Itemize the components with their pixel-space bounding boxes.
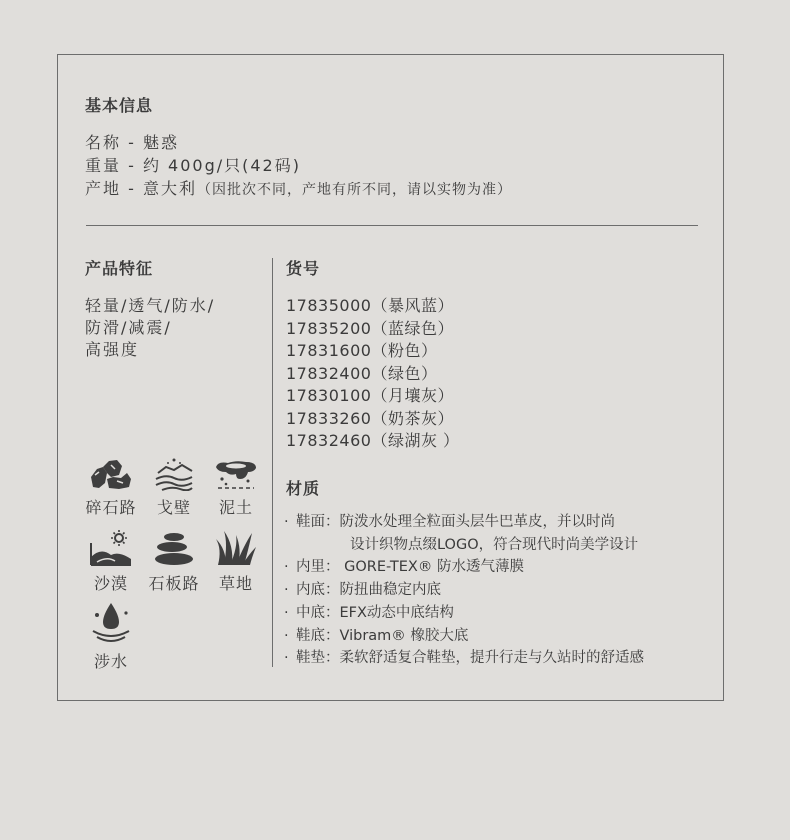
material-value: GORE-TEX® 防水透气薄膜	[339, 559, 524, 576]
basic-info-list	[85, 131, 512, 202]
desert-icon	[89, 529, 133, 567]
sku-color: （奶茶灰）	[371, 408, 454, 428]
terrain-label: 涉水	[93, 652, 128, 671]
features-list	[85, 295, 215, 361]
bullet: ·	[284, 514, 289, 530]
material-value: 防泼水处理全粒面头层牛巴革皮，并以时尚	[339, 514, 615, 530]
sku-code: 17831600	[286, 341, 372, 360]
terrain-desert	[81, 529, 141, 594]
sku-color: （月壤灰）	[371, 386, 454, 405]
feature-line: 防滑/减震/	[85, 318, 172, 337]
water-icon	[89, 601, 133, 645]
material-value: 设计织物点缀LOGO，符合现代时尚美学设计	[350, 536, 639, 553]
terrain-label: 沙漠	[93, 574, 128, 593]
material-row-outsole	[284, 625, 644, 648]
features-title: 产品特征	[85, 259, 154, 278]
terrain-gravel	[81, 457, 141, 518]
column-divider	[272, 258, 273, 667]
sku-code: 17832460	[286, 431, 372, 450]
product-weight: 重量 - 约 400g/只(42码)	[85, 156, 301, 175]
bullet: ·	[284, 604, 289, 621]
material-value: Vibram® 橡胶大底	[339, 627, 469, 644]
sku-item	[286, 408, 460, 431]
origin-note: （因批次不同，产地有所不同，请以实物为准）	[196, 182, 512, 198]
bullet: ·	[284, 559, 289, 576]
sku-item	[286, 430, 460, 453]
material-value: 防扭曲稳定内底	[339, 582, 441, 599]
product-name: 名称 - 魅惑	[85, 133, 179, 152]
rocks-icon	[89, 457, 133, 491]
material-key: 中底：	[296, 604, 340, 621]
material-key: 内底：	[296, 582, 340, 599]
terrain-grass	[206, 529, 266, 594]
grass-icon	[214, 529, 258, 567]
sku-color: （暴风蓝）	[371, 296, 454, 315]
sku-code: 17832400	[286, 363, 372, 383]
section-divider	[86, 225, 698, 226]
material-row-footbed	[284, 647, 644, 670]
sku-list	[286, 295, 460, 453]
feature-line: 高强度	[85, 340, 140, 359]
material-list	[284, 511, 644, 670]
gobi-icon	[152, 457, 196, 491]
sku-code: 17830100	[286, 386, 372, 405]
material-title: 材质	[286, 479, 321, 498]
sku-color: （粉色）	[371, 341, 438, 360]
material-key: 内里：	[296, 559, 340, 576]
material-row-lining	[284, 556, 644, 579]
material-key: 鞋垫：	[296, 650, 340, 667]
bullet: ·	[284, 650, 289, 667]
terrain-label: 草地	[218, 574, 253, 593]
terrain-gobi	[144, 457, 204, 518]
terrain-label: 碎石路	[85, 498, 137, 517]
sku-color: （绿湖灰 ）	[371, 431, 460, 450]
product-origin	[85, 177, 512, 202]
terrain-label: 戈壁	[156, 498, 191, 517]
sku-title: 货号	[286, 259, 321, 278]
material-row-midsole	[284, 602, 644, 625]
sku-color: （绿色）	[371, 363, 438, 383]
sku-color: （蓝绿色）	[371, 318, 454, 338]
material-row-insole-board	[284, 579, 644, 602]
sku-item	[286, 363, 460, 386]
sku-code: 17835000	[286, 296, 372, 315]
sku-code: 17833260	[286, 408, 372, 428]
material-value: 柔软舒适复合鞋垫，提升行走与久站时的舒适感	[339, 650, 644, 667]
mud-icon	[214, 457, 258, 491]
sku-item	[286, 385, 460, 408]
material-row-upper	[284, 511, 644, 534]
feature-line: 轻量/透气/防水/	[85, 296, 216, 315]
terrain-wading	[81, 601, 141, 672]
terrain-label: 石板路	[148, 574, 200, 593]
sku-item	[286, 318, 460, 341]
material-key: 鞋底：	[296, 627, 340, 644]
sku-code: 17835200	[286, 318, 372, 338]
terrain-slate	[144, 529, 204, 594]
material-key: 鞋面：	[296, 514, 340, 530]
bullet: ·	[284, 582, 289, 599]
slate-icon	[152, 529, 196, 567]
sku-item	[286, 340, 460, 363]
product-info-card	[57, 54, 724, 701]
origin-value: 产地 - 意大利	[85, 179, 197, 198]
material-value: EFX动态中底结构	[339, 604, 454, 621]
bullet: ·	[284, 627, 289, 644]
terrain-mud	[206, 457, 266, 518]
terrain-label: 泥土	[218, 498, 253, 517]
sku-item	[286, 295, 460, 318]
material-row-upper-cont	[284, 534, 644, 557]
basic-info-title: 基本信息	[85, 96, 154, 115]
